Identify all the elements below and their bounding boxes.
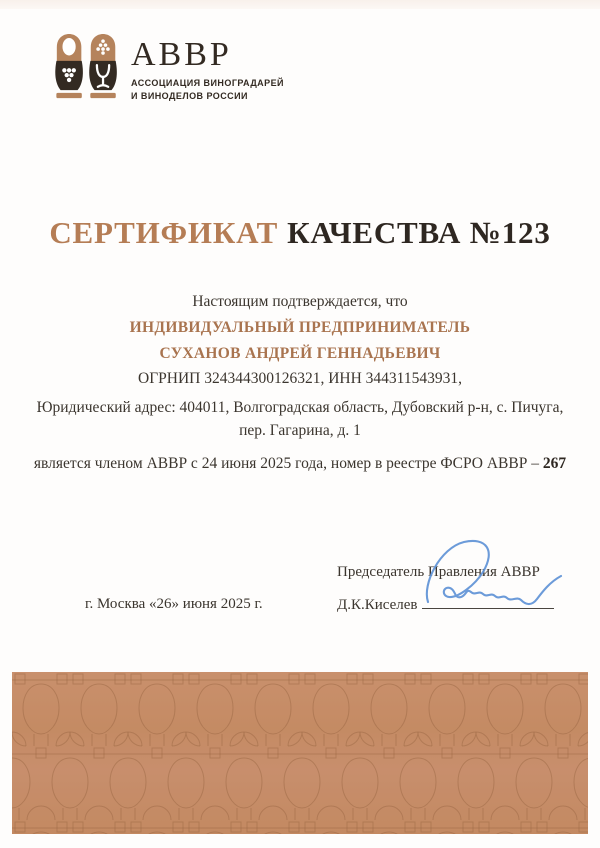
avvr-matryoshka-icon	[54, 32, 120, 102]
entity-name-line: СУХАНОВ АНДРЕЙ ГЕННАДЬЕВИЧ	[159, 345, 441, 362]
signature-line	[422, 596, 554, 609]
avvr-logo	[54, 32, 284, 102]
logo-org-line2: И ВИНОДЕЛОВ РОССИИ	[131, 90, 248, 101]
logo-org-line1: АССОЦИАЦИЯ ВИНОГРАДАРЕЙ	[131, 78, 284, 88]
registration-line: ОГРНИП 324344300126321, ИНН 344311543931,	[138, 370, 462, 387]
entity-type-line: ИНДИВИДУАЛЬНЫЙ ПРЕДПРИНИМАТЕЛЬ	[129, 319, 471, 336]
logo-org-name	[131, 77, 284, 102]
membership-text: является членом АВВР с 24 июня 2025 года, номер в реестре ФСРО АВВР –	[33, 455, 543, 472]
address-line: Юридический адрес: 404011, Волгоградская область, Дубовский р-н, с. Пичуга, пер. Гагарина, д. 1	[36, 399, 564, 439]
band-pattern-icon	[12, 672, 588, 834]
membership-line	[0, 455, 600, 473]
top-decorative-strip	[0, 0, 600, 9]
signer-name: Д.К.Киселев	[337, 597, 418, 613]
certificate-title	[0, 215, 600, 251]
signer-title: Председатель Правления АВВР	[337, 564, 540, 580]
signer-name-row	[337, 596, 554, 614]
decorative-footer-band	[12, 672, 588, 834]
logo-acronym: АВВР	[131, 36, 232, 73]
intro-line: Настоящим подтверждается, что	[192, 293, 408, 310]
place-date: г. Москва «26» июня 2025 г.	[85, 596, 263, 612]
certificate-title-accent: СЕРТИФИКАТ	[49, 215, 279, 250]
registry-number: 267	[542, 455, 567, 472]
certificate-title-rest: КАЧЕСТВА №123	[287, 215, 551, 250]
